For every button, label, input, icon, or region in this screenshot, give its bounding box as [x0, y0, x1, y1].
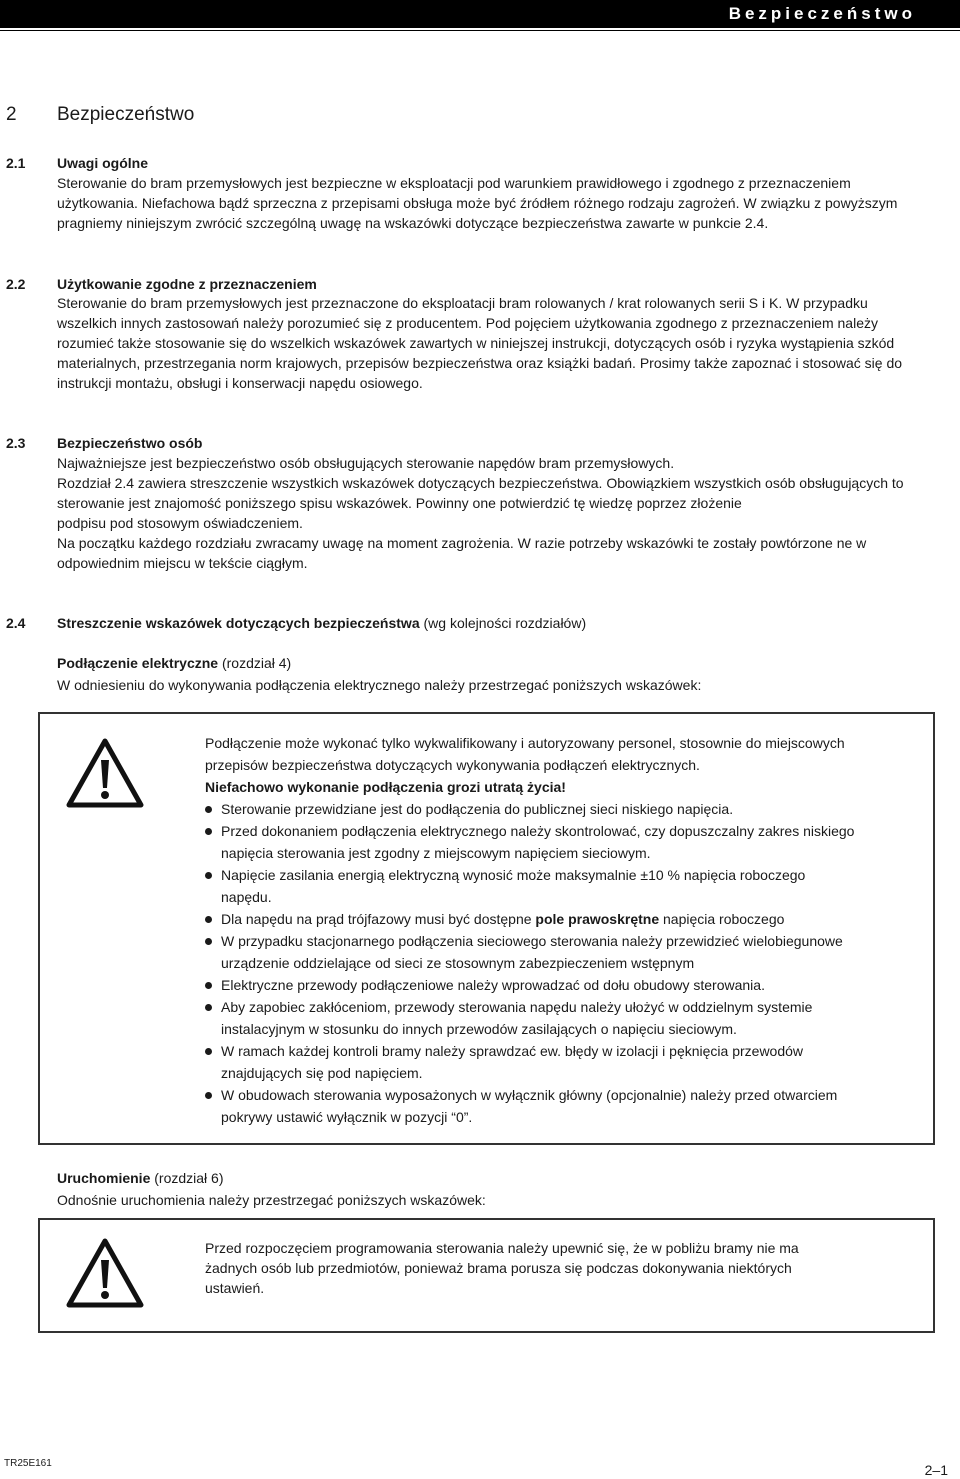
startup-warning-box — [38, 1218, 935, 1333]
electrical-bullet-list — [205, 798, 854, 1128]
list-item — [205, 798, 854, 820]
section-2-1-number: 2.1 — [6, 155, 26, 171]
page-number: 2–1 — [924, 1462, 948, 1478]
text-line: Sterowanie do bram przemysłowych jest bezpieczne w eksploatacji pod warunkiem prawidłowego i zgodnego z przeznaczeniem — [57, 175, 851, 191]
text-segment: napięcia roboczego — [659, 911, 785, 927]
list-item — [205, 974, 854, 996]
text-line: instalacyjnym w stosunku do innych przewodów zasilających o napięciu sieciowym. — [221, 1021, 737, 1037]
text-line: Sterowanie do bram przemysłowych jest przeznaczone do eksploatacji bram rolowanych / krat rolowanych serii S i K. W przypadku — [57, 295, 868, 311]
chapter-title: Bezpieczeństwo — [57, 104, 195, 125]
list-item — [205, 1040, 854, 1084]
section-2-4-heading — [57, 615, 586, 631]
text-line: W ramach każdej kontroli bramy należy sprawdzać ew. błędy w izolacji i pęknięcia przewodów — [221, 1043, 804, 1059]
list-item — [205, 908, 854, 930]
text-line: Przed rozpoczęciem programowania sterowania należy upewnić się, że w pobliżu bramy nie ma — [205, 1240, 799, 1256]
list-item — [205, 864, 854, 908]
text-line: urządzenie oddzielające od sieci ze stosownym zabezpieczeniem wstępnym — [221, 955, 695, 971]
text-line: W odniesieniu do wykonywania podłączenia elektrycznego należy przestrzegać poniższych wskazówek: — [57, 677, 702, 693]
text-line: Aby zapobiec zakłóceniom, przewody sterowania napędu należy ułożyć w oddzielnym systemie — [221, 999, 813, 1015]
header-bar — [0, 0, 960, 28]
text-line: żadnych osób lub przedmiotów, ponieważ brama porusza się podczas dokonywania niektórych — [205, 1260, 792, 1276]
electrical-warning-content — [205, 732, 854, 1128]
document-code: TR25E161 — [4, 1458, 52, 1469]
text-line: Sterowanie przewidziane jest do podłączenia do publicznej sieci niskiego napięcia. — [221, 801, 734, 817]
section-2-2-number: 2.2 — [6, 276, 26, 292]
startup-heading-line — [57, 1170, 224, 1186]
text-line: znajdujących się pod napięciem. — [221, 1065, 423, 1081]
text-line: przepisów bezpieczeństwa dotyczących wykonywania podłączeń elektrycznych. — [205, 757, 700, 773]
text-line: Odnośnie uruchomienia należy przestrzegać poniższych wskazówek: — [57, 1192, 486, 1208]
section-2-2-text — [57, 293, 957, 393]
text-line: materialnych, przestrzegania norm krajowych, przepisów bezpieczeństwa oraz książki badań. Prosimy także zapoznać i stosować się do — [57, 355, 903, 371]
startup-intro — [57, 1190, 957, 1210]
text-line: Podłączenie może wykonać tylko wykwalifikowany i autoryzowany personel, stosownie do miejscowych — [205, 735, 845, 751]
text-line: pragniemy niniejszym zwrócić szczególną uwagę na wskazówki dotyczące bezpieczeństwa zawarte w punkcie 2.4. — [57, 215, 769, 231]
list-item — [205, 930, 854, 974]
startup-heading: Uruchomienie — [57, 1170, 151, 1186]
section-2-4-title: Streszczenie wskazówek dotyczących bezpieczeństwa — [57, 615, 420, 631]
text-segment: Dla napędu na prąd trójfazowy musi być dostępne — [221, 911, 536, 927]
warning-triangle-icon — [66, 738, 144, 808]
text-line: W przypadku stacjonarnego podłączenia sieciowego sterowania należy przewidzieć wielobiegunowe — [221, 933, 843, 949]
electrical-intro — [57, 675, 957, 695]
section-2-2-title: Użytkowanie zgodne z przeznaczeniem — [57, 276, 317, 292]
text-line: pokrywy ustawić wyłącznik w pozycji “0”. — [221, 1109, 473, 1125]
list-item — [205, 1084, 854, 1128]
text-line: podpisu pod stosowym oświadczeniem. — [57, 515, 303, 531]
startup-warning-content — [205, 1238, 799, 1298]
text-line: Elektryczne przewody podłączeniowe należy wprowadzać od dołu obudowy sterowania. — [221, 977, 765, 993]
header-title: Bezpieczeństwo — [728, 4, 916, 23]
text-line: wszelkich innych zastosowań należy porozumieć się z producentem. Pod pojęciem użytkowania zgodnego z przeznaczeniem należy — [57, 315, 878, 331]
section-2-3-number: 2.3 — [6, 435, 26, 451]
section-2-4-number: 2.4 — [6, 615, 26, 631]
chapter-number: 2 — [6, 104, 17, 125]
text-line: Rozdział 2.4 zawiera streszczenie wszystkich wskazówek dotyczących bezpieczeństwa. Obowiązkiem wszystkich osób obsługujących to — [57, 475, 904, 491]
text-line: Na początku każdego rozdziału zwracamy uwagę na moment zagrożenia. W razie potrzeby wskazówki te zostały powtórzone ne w — [57, 535, 867, 551]
text-line — [221, 908, 854, 930]
list-item — [205, 820, 854, 864]
section-2-3-text — [57, 453, 957, 573]
text-line: odpowiednim miejscu w tekście ciągłym. — [57, 555, 308, 571]
text-line: W obudowach sterowania wyposażonych w wyłącznik główny (opcjonalnie) należy przed otwarciem — [221, 1087, 838, 1103]
text-line: instrukcji montażu, obsługi i konserwacji napędu osiowego. — [57, 375, 423, 391]
text-line: rozumieć także stosowanie się do wszelkich wskazówek zawartych w niniejszej instrukcji, dotyczących osób i ryzyka wystąpienia szkód — [57, 335, 895, 351]
electrical-heading-ref: (rozdział 4) — [218, 655, 292, 671]
text-line: napędu. — [221, 889, 272, 905]
text-line: sterowanie jest znajomość poniższego spisu wskazówek. Powinny one potwierdzić tę wiedzę poprzez złożenie — [57, 495, 742, 511]
text-line: Napięcie zasilania energią elektryczną wynosić może maksymalnie ±10 % napięcia roboczego — [221, 867, 806, 883]
section-2-1-text — [57, 173, 957, 233]
electrical-heading-line — [57, 655, 291, 671]
danger-text: Niefachowo wykonanie podłączenia grozi utratą życia! — [205, 779, 566, 795]
electrical-warning-box — [38, 712, 935, 1145]
startup-heading-ref: (rozdział 6) — [150, 1170, 224, 1186]
section-2-3-title: Bezpieczeństwo osób — [57, 435, 203, 451]
electrical-heading: Podłączenie elektryczne — [57, 655, 219, 671]
warning-triangle-icon — [66, 1238, 144, 1308]
text-line: Przed dokonaniem podłączenia elektrycznego należy skontrolować, czy dopuszczalny zakres niskiego — [221, 823, 855, 839]
text-line: Najważniejsze jest bezpieczeństwo osób obsługujących sterowanie napędów bram przemysłowych. — [57, 455, 675, 471]
emphasis-text: pole prawoskrętne — [535, 911, 660, 927]
section-2-1-title: Uwagi ogólne — [57, 155, 148, 171]
header-rule — [0, 30, 960, 31]
section-2-4-title-suffix: (wg kolejności rozdziałów) — [419, 615, 587, 631]
text-line: ustawień. — [205, 1280, 265, 1296]
text-line: napięcia sterowania jest zgodny z miejscowym napięciem sieciowym. — [221, 845, 651, 861]
list-item — [205, 996, 854, 1040]
text-line: użytkowania. Niefachowa bądź sprzeczna z przepisami obsługa może być źródłem różnego rodzaju zagrożeń. W związku z powyższym — [57, 195, 898, 211]
